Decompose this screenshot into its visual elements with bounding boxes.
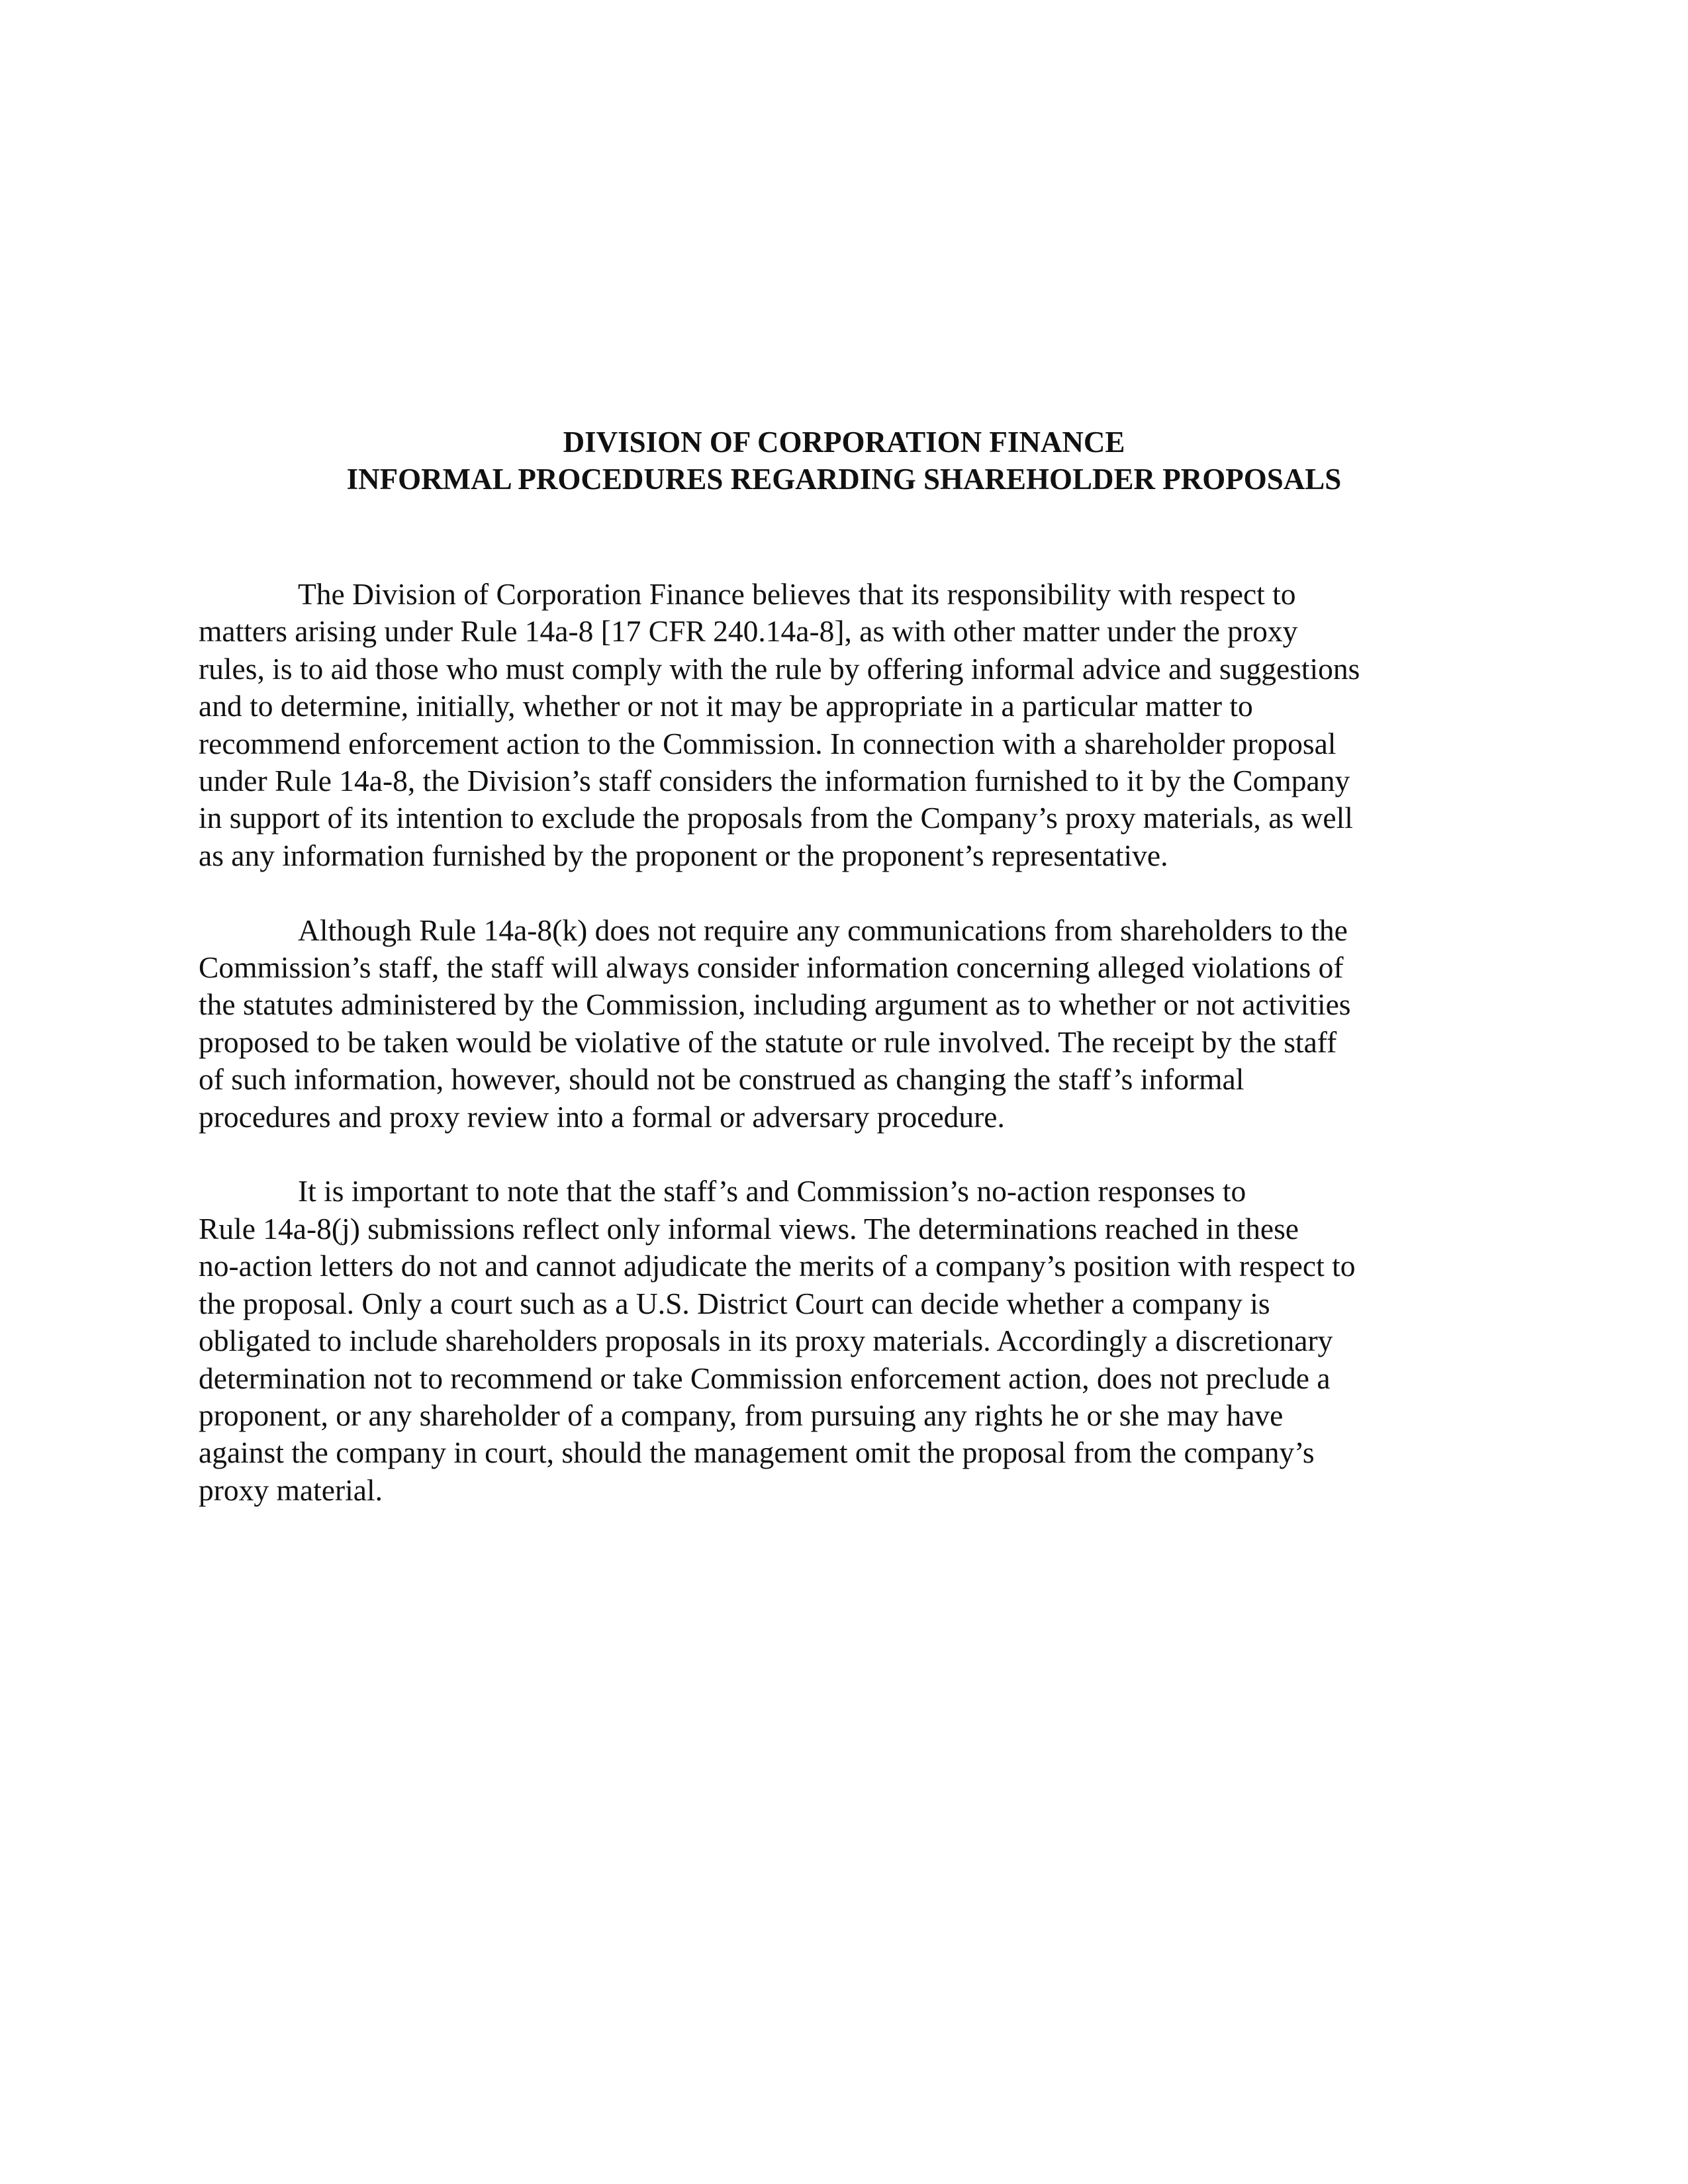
- paragraph-line: procedures and proxy review into a formal or adversary procedure.: [199, 1099, 1005, 1134]
- paragraph-line: proponent, or any shareholder of a company, from pursuing any rights he or she may have: [199, 1398, 1284, 1432]
- paragraph-line: under Rule 14a-8, the Division’s staff considers the information furnished to it by the Company: [199, 764, 1350, 798]
- paragraph-line: recommend enforcement action to the Commission. In connection with a shareholder proposal: [199, 726, 1336, 760]
- document-heading: [199, 424, 1489, 498]
- paragraph-1: [199, 576, 1486, 874]
- paragraph-line: as any information furnished by the proponent or the proponent’s representative.: [199, 838, 1168, 872]
- paragraph-line: Commission’s staff, the staff will always consider information concerning alleged violations of: [199, 950, 1344, 985]
- paragraph-line: determination not to recommend or take Commission enforcement action, does not preclude a: [199, 1361, 1331, 1395]
- heading-line-2: INFORMAL PROCEDURES REGARDING SHAREHOLDER PROPOSALS: [346, 463, 1342, 496]
- paragraph-line: in support of its intention to exclude the proposals from the Company’s proxy materials, as well: [199, 801, 1353, 835]
- paragraph-line: The Division of Corporation Finance believes that its responsibility with respect to: [298, 577, 1296, 611]
- paragraph-line: It is important to note that the staff’s and Commission’s no-action responses to: [298, 1174, 1246, 1208]
- paragraph-line: obligated to include shareholders proposals in its proxy materials. Accordingly a discretionary: [199, 1324, 1333, 1358]
- paragraph-line: proposed to be taken would be violative of the statute or rule involved. The receipt by the staff: [199, 1024, 1337, 1059]
- paragraph-3: [199, 1173, 1486, 1509]
- paragraph-line: of such information, however, should not be construed as changing the staff’s informal: [199, 1062, 1244, 1097]
- paragraph-line: proxy material.: [199, 1473, 383, 1507]
- paragraph-line: matters arising under Rule 14a-8 [17 CFR 240.14a-8], as with other matter under the proxy: [199, 614, 1298, 649]
- paragraph-2: [199, 912, 1486, 1136]
- paragraph-line: rules, is to aid those who must comply with the rule by offering informal advice and suggestions: [199, 651, 1360, 686]
- paragraph-line: and to determine, initially, whether or not it may be appropriate in a particular matter to: [199, 689, 1253, 723]
- paragraph-line: against the company in court, should the management omit the proposal from the company’s: [199, 1435, 1315, 1470]
- paragraph-line: the proposal. Only a court such as a U.S. District Court can decide whether a company is: [199, 1286, 1270, 1320]
- paragraph-line: the statutes administered by the Commission, including argument as to whether or not activities: [199, 987, 1351, 1022]
- document-body: [199, 576, 1486, 1547]
- paragraph-line: no-action letters do not and cannot adjudicate the merits of a company’s position with respect to: [199, 1249, 1356, 1283]
- heading-line-1: DIVISION OF CORPORATION FINANCE: [563, 426, 1125, 459]
- paragraph-line: Although Rule 14a-8(k) does not require any communications from shareholders to the: [298, 913, 1348, 947]
- paragraph-line: Rule 14a-8(j) submissions reflect only informal views. The determinations reached in these: [199, 1211, 1299, 1246]
